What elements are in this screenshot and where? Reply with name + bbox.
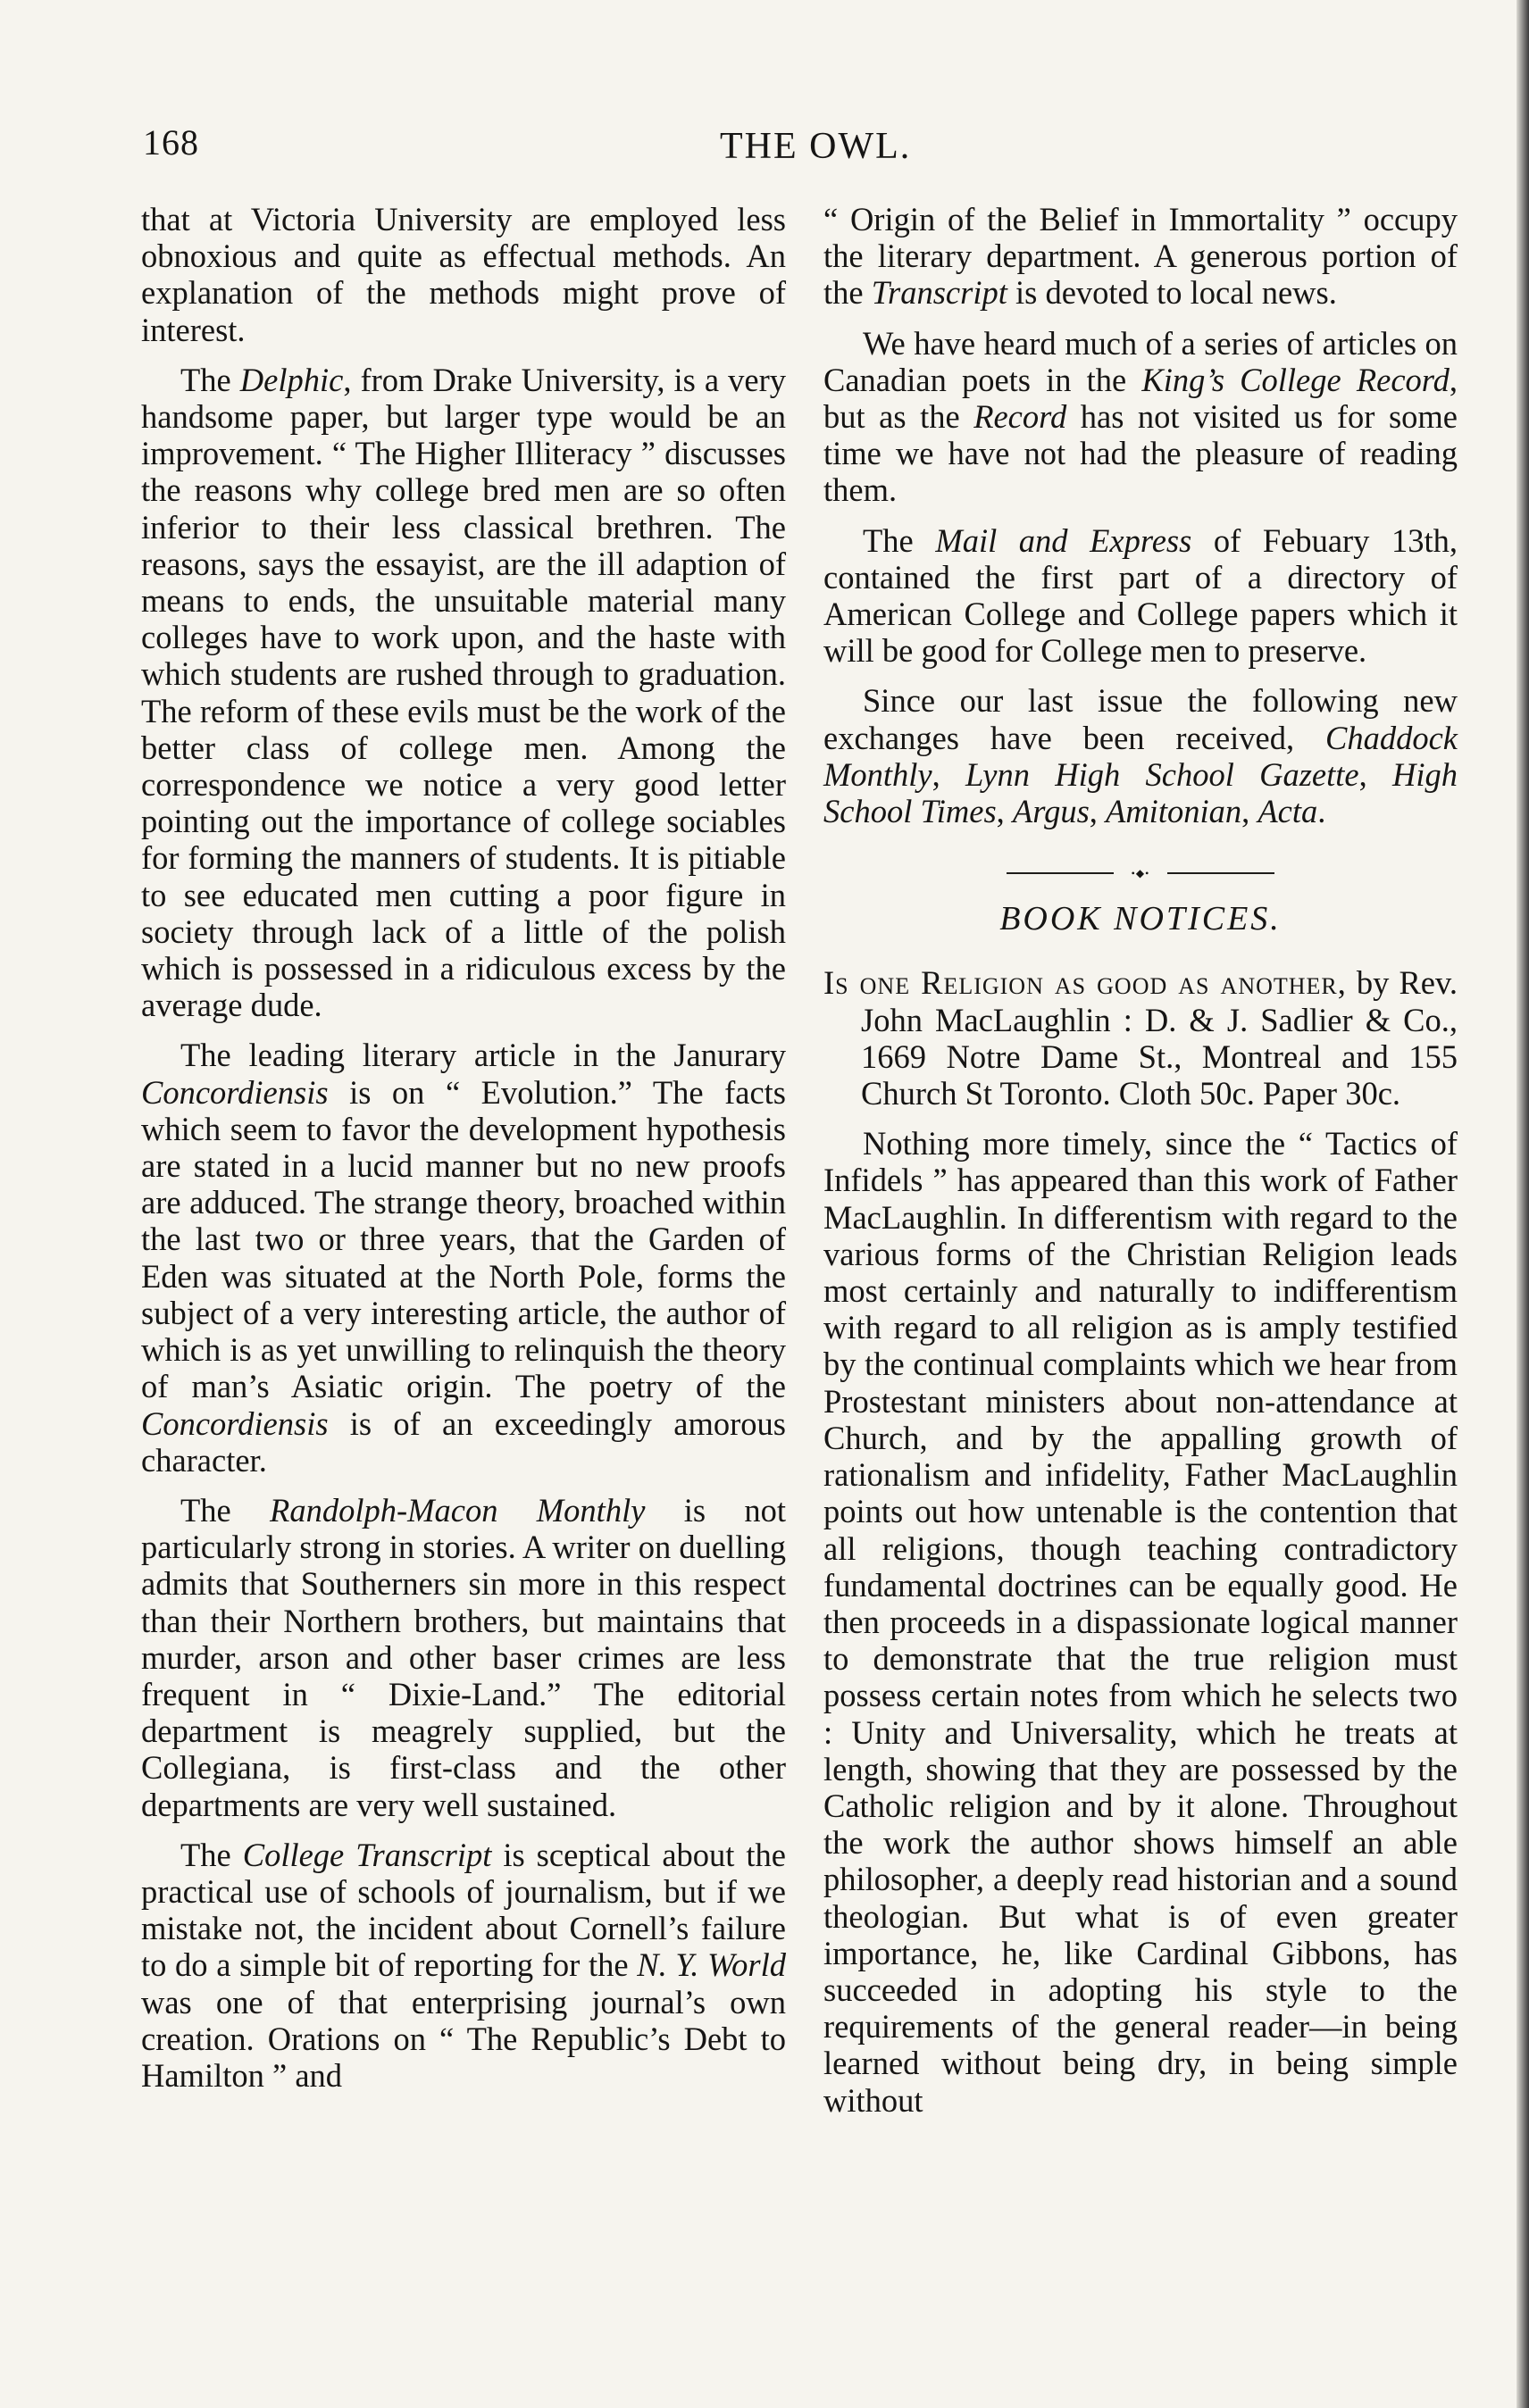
periodical-title: Lynn High School Gazette — [965, 755, 1359, 793]
section-divider — [1007, 869, 1274, 878]
section-heading-book-notices: BOOK NOTICES. — [999, 900, 1282, 938]
paragraph-mail-and-express: The Mail and Express of Febuary 13th, contained the first part of a directory of American College and College papers which it will be good for College men to preserve. — [823, 521, 1458, 670]
book-spine-shadow — [1516, 0, 1529, 2408]
paragraph-college-transcript: The College Transcript is sceptical about the practical use of schools of journalism, but if we mistake not, the incident about Cornell’s failure to do a simple bit of reporting for the N. Y. World was one of that enterprising journal’s own creation. Orations on “ The Republic’s Debt to Hamilton ” and — [141, 1836, 786, 2094]
periodical-title: Delphic — [239, 361, 344, 398]
periodical-title: Chaddock Monthly — [823, 719, 1458, 793]
periodical-title: Randolph-Macon Monthly — [270, 1491, 646, 1529]
periodical-title: Concordiensis — [141, 1404, 329, 1442]
paragraph-transcript-continued: “ Origin of the Belief in Immortality ” occupy the literary department. A generous portion of the Transcript is devoted to local news. — [823, 201, 1458, 312]
paragraph-book-review: Nothing more timely, since the “ Tactics of Infidels ” has appeared than this work of Father MacLaughlin. In differentism with regard to the various forms of the Christian Religion leads most certainly and naturally to indifferentism with regard to all religion as is amply testified by the continual complaints which we hear from Prostestant ministers about non-attendance at Church, and by the appalling growth of rationalism and infidelity, Father MacLaughlin points out how untenable is the contention that all religions, though teaching contradictory fundamental doctrines can be equally good. He then proceeds in a dispassionate logical manner to demonstrate that the true religion must possess certain notes from which he selects two : Unity and Universality, which he treats at length, showing that they are possessed by the Catholic religion and by it alone. Throughout the work the author shows himself an able philosopher, a deeply read historian and a sound theologian. But what is of even greater importance, he, like Cardinal Gibbons, has succeeded in adopting his style to the requirements of the general reader—in being learned without being dry, in being simple without — [823, 1125, 1458, 2119]
periodical-title: Transcript — [871, 274, 1007, 312]
right-column — [823, 201, 1458, 2132]
running-title: THE OWL. — [720, 126, 912, 167]
left-column — [141, 201, 786, 2107]
periodical-title: King’s College Record — [1141, 361, 1450, 398]
paragraph-delphic: The Delphic, from Drake University, is a very handsome paper, but larger type would be an improvement. “ The Higher Illiteracy ” discusses the reasons why college bred men are so often inferior to their less classical brethren. The reasons, says the essayist, are the ill adaption of means to ends, the unsuitable material many colleges have to work upon, and the haste with which students are rushed through to graduation. The reform of these evils must be the work of the better class of college men. Among the correspondence we notice a very good letter pointing out the importance of college sociables for forming the manners of students. It is pitiable to see educated men cutting a poor figure in society through lack of a little of the polish which is possessed in a ridiculous excess by the average dude. — [141, 361, 786, 1024]
paragraph-new-exchanges: Since our last issue the following new exchanges have been received, Chaddock Monthly, Lynn High School Gazette, High School Times, Argus, Amitonian, Acta. — [823, 682, 1458, 830]
paragraph-concordiensis: The leading literary article in the Janurary Concordiensis is on “ Evolution.” The facts which seem to favor the development hypothesis are stated in a lucid manner but no new proofs are adduced. The strange theory, broached within the last two or three years, that the Garden of Eden was situated at the North Pole, forms the subject of a very interesting article, the author of which is as yet unwilling to relinquish the theory of man’s Asiatic origin. The poetry of the Concordiensis is of an exceedingly amorous character. — [141, 1037, 786, 1479]
book-citation — [823, 964, 1458, 1112]
divider-line-right — [1167, 872, 1274, 874]
book-title: Is one Religion as good as another, — [823, 964, 1347, 1002]
book-publication-details: by Rev. John MacLaughlin : D. & J. Sadlier & Co., 1669 Notre Dame St., Montreal and 155 Church St Toronto. Cloth 50c. Paper 30c. — [861, 964, 1458, 1112]
periodical-title: Acta — [1257, 793, 1318, 830]
divider-line-left — [1007, 872, 1114, 874]
periodical-title: N. Y. World — [637, 1946, 786, 1984]
periodical-title: Amitonian — [1106, 793, 1242, 830]
paragraph-victoria-methods: that at Victoria University are employed less obnoxious and quite as effectual methods. An explanation of the methods might prove of interest. — [141, 201, 786, 348]
periodical-title: Mail and Express — [935, 521, 1192, 559]
paragraph-kings-college-record: We have heard much of a series of articles on Canadian poets in the King’s College Record, but as the Record has not visited us for some time we have not had the pleasure of reading them. — [823, 324, 1458, 509]
divider-ornament-icon: •◆• — [1131, 867, 1150, 880]
periodical-title: Record — [973, 398, 1067, 436]
periodical-title: College Transcript — [242, 1836, 492, 1873]
periodical-title: High School Times — [823, 755, 1458, 830]
paragraph-randolph-macon: The Randolph-Macon Monthly is not particularly strong in stories. A writer on duelling admits that Southerners sin more in this respect than their Northern brothers, but maintains that murder, arson and other baser crimes are less frequent in “ Dixie-Land.” The editorial department is meagrely supplied, but the Collegiana, is first-class and the other departments are very well sustained. — [141, 1491, 786, 1823]
periodical-title: Argus — [1012, 793, 1090, 830]
page-number: 168 — [143, 122, 199, 162]
periodical-title: Concordiensis — [141, 1073, 329, 1111]
